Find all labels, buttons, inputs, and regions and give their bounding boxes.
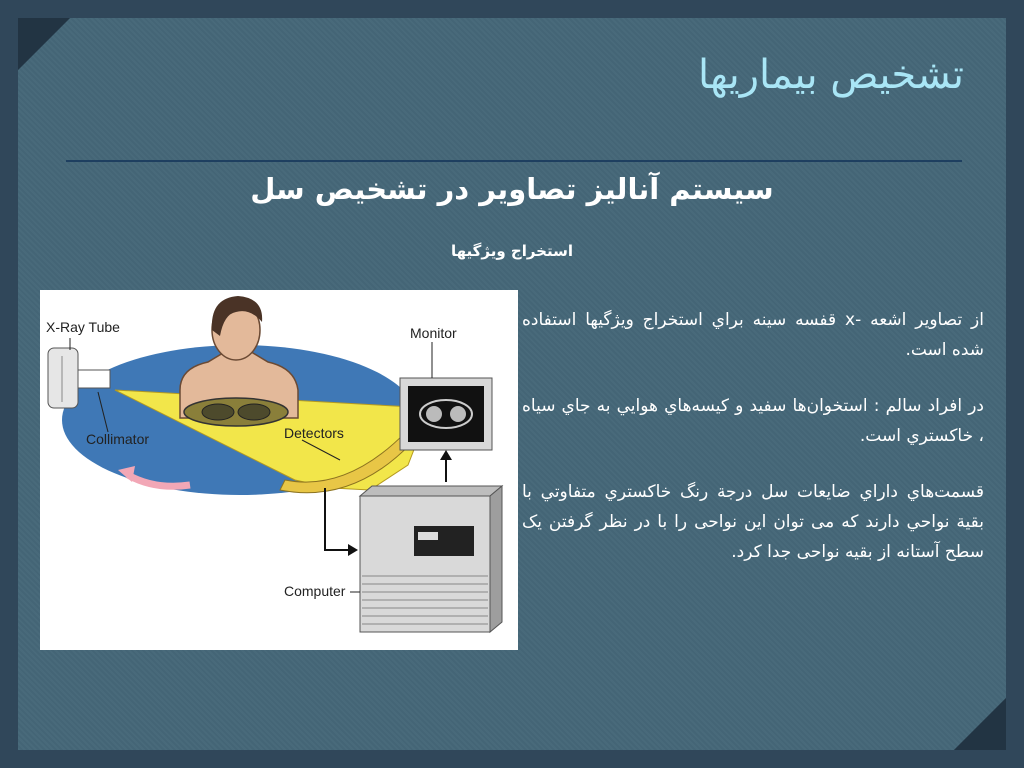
- label-detectors: Detectors: [284, 425, 344, 441]
- paragraph-3: قسمت‌هاي داراي ضايعات سل درجة رنگ خاكستري متفاوتي با بقية نواحي دارند كه می توان اين نواحی را با در نظر گرفتن يک سطح آستانه از بقيه نواحی جدا کرد.: [522, 482, 984, 562]
- label-monitor: Monitor: [410, 325, 457, 341]
- corner-decoration-top-left: [18, 18, 70, 70]
- title-divider: [66, 160, 962, 162]
- xray-system-diagram: [40, 290, 518, 650]
- slide-title: تشخيص بيماريها: [697, 52, 964, 98]
- label-computer: Computer: [284, 583, 346, 599]
- body-text: [522, 305, 984, 593]
- slide-heading: سيستم آناليز تصاوير در تشخيص سل: [250, 172, 774, 206]
- xray-tube: [48, 348, 78, 408]
- paragraph-1: از تصاوير اشعه -x قفسه سينه براي استخراج ويژگيها استفاده شده است.: [522, 310, 984, 360]
- label-xray-tube: X-Ray Tube: [46, 319, 120, 335]
- slide-subheading: استخراج ويژگيها: [451, 242, 573, 260]
- corner-decoration-bottom-right: [954, 698, 1006, 750]
- computer: [360, 486, 502, 496]
- label-collimator: Collimator: [86, 431, 150, 447]
- paragraph-2: در افراد سالم : استخوان‌ها سفيد و كيسه‌هاي هوايي به جاي سياه ، خاكستري است.: [522, 396, 984, 446]
